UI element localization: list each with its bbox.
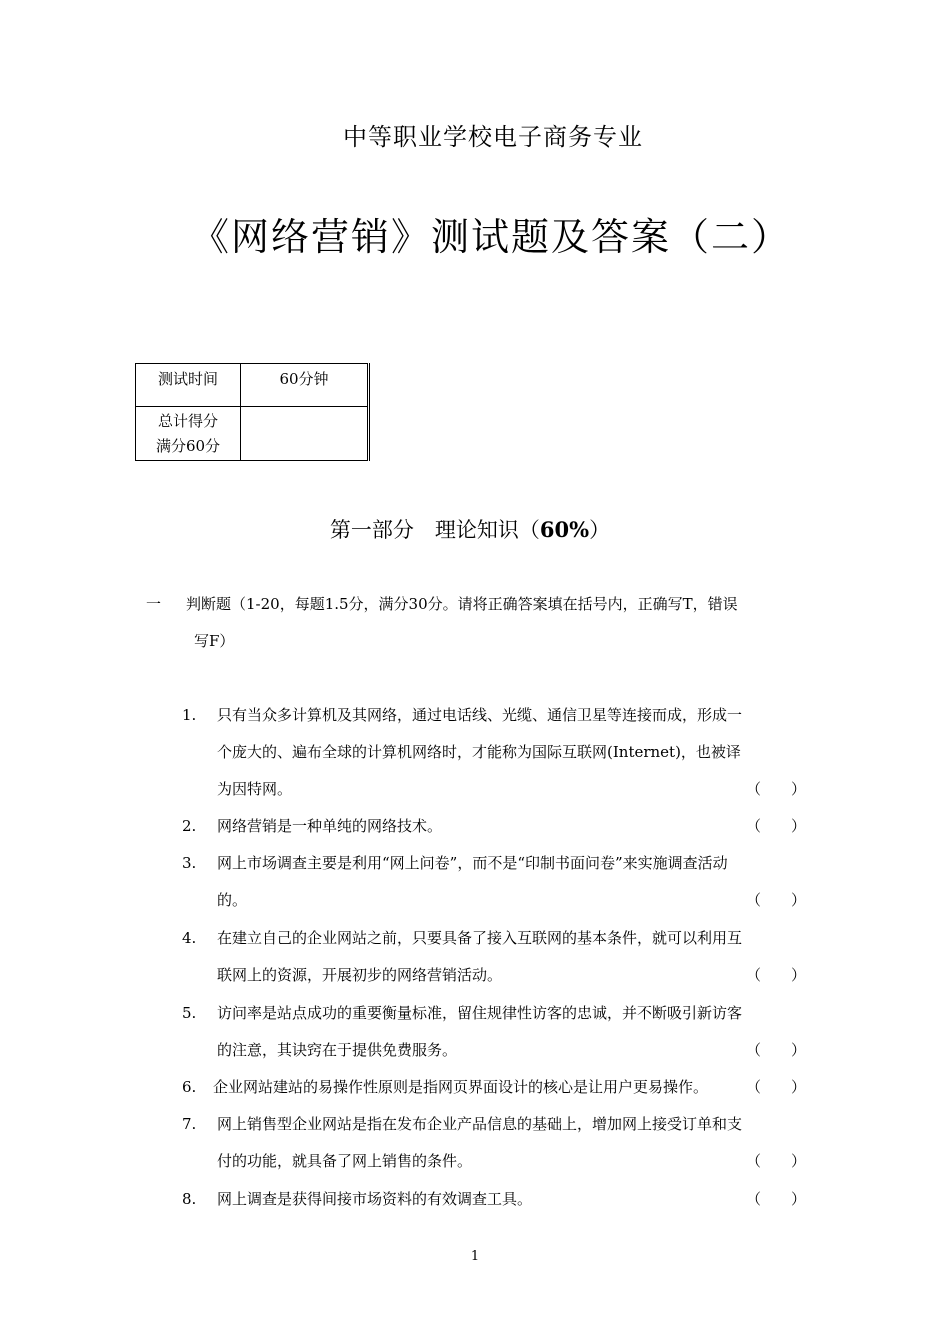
instruction-line-2: 写F） [194,632,235,650]
question-number: 2. [182,817,197,835]
question-number: 3. [182,854,197,872]
question-text [217,697,808,808]
section-heading-percent: 60% [539,517,590,542]
question-line-with-answer [217,808,808,845]
question-line: 为因特网。 [217,780,293,798]
score-label-cell [136,407,241,461]
question-text [217,808,808,845]
instruction-text [186,586,816,660]
question-text [217,1181,808,1218]
question-text [217,845,808,919]
answer-blank[interactable]: （ ） [745,966,806,984]
question-number: 4. [182,929,197,947]
question-line: 付的功能，就具备了网上销售的条件。 [217,1152,473,1170]
question-line: 网上调查是获得间接市场资料的有效调查工具。 [217,1190,533,1208]
question-line: 网上市场调查主要是利用“网上问卷”，而不是“印制书面问卷”来实施调查活动 [217,854,728,872]
question-line: 个庞大的、遍布全球的计算机网络时，才能称为国际互联网(Internet)，也被译 [217,743,741,761]
instruction-number: 一 [146,595,162,613]
question-line: 网络营销是一种单纯的网络技术。 [217,817,443,835]
question-text [217,1106,808,1180]
question-line: 企业网站建站的易操作性原则是指网页界面设计的核心是让用户更易操作。 [213,1078,709,1096]
section-heading-label: 第一部分 理论知识（ [329,518,540,542]
question-line-with-answer [217,1032,808,1069]
answer-blank[interactable]: （ ） [745,1152,806,1170]
time-value-cell: 60分钟 [241,364,369,407]
question-number: 6. [182,1078,197,1096]
question-line: 联网上的资源，开展初步的网络营销活动。 [217,966,503,984]
answer-blank[interactable]: （ ） [745,817,806,835]
question-number: 5. [182,1004,197,1022]
question-text [217,920,808,994]
instruction [146,586,816,660]
section-heading [0,514,940,544]
question-number: 7. [182,1115,197,1133]
question-number: 1. [182,706,197,724]
score-label-line-1: 总计得分 [157,412,218,430]
score-label-line-2: 满分60分 [155,437,221,455]
info-table [135,363,370,461]
answer-blank[interactable]: （ ） [745,780,806,798]
answer-blank[interactable]: （ ） [745,891,806,909]
question-text [213,1069,808,1106]
question-line: 的注意，其诀窍在于提供免费服务。 [217,1041,458,1059]
question-line: 的。 [217,891,248,909]
time-label-cell: 测试时间 [136,364,241,407]
question-line-with-answer [217,882,808,919]
question-line-with-answer [217,957,808,994]
question-text [217,995,808,1069]
score-value-cell [241,407,369,461]
document-title: 《网络营销》测试题及答案（二） [190,215,791,259]
question-line: 在建立自己的企业网站之前，只要具备了接入互联网的基本条件，就可以利用互 [217,929,743,947]
question-line: 只有当众多计算机及其网络，通过电话线、光缆、通信卫星等连接而成，形成一 [217,706,743,724]
question-line-with-answer [217,771,808,808]
section-heading-close: ） [589,518,611,542]
page-number: 1 [470,1249,480,1264]
answer-blank[interactable]: （ ） [745,1190,806,1208]
question-line-with-answer [213,1069,808,1106]
question-line-with-answer [217,1143,808,1180]
answer-blank[interactable]: （ ） [745,1078,806,1096]
question-line: 网上销售型企业网站是指在发布企业产品信息的基础上，增加网上接受订单和支 [217,1115,743,1133]
answer-blank[interactable]: （ ） [745,1041,806,1059]
instruction-line-1: 判断题（1-20，每题1.5分，满分30分。请将正确答案填在括号内，正确写T，错误 [186,595,738,613]
question-line: 访问率是站点成功的重要衡量标准，留住规律性访客的忠诚，并不断吸引新访客 [217,1004,743,1022]
document-subtitle: 中等职业学校电子商务专业 [343,123,643,151]
question-line-with-answer [217,1181,808,1218]
question-number: 8. [182,1190,197,1208]
